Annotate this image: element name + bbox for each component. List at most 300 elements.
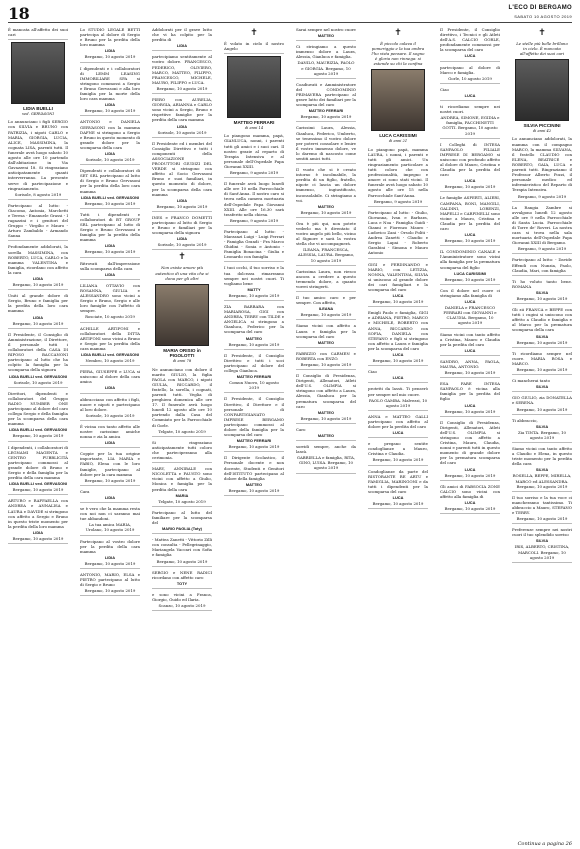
obituary-notice	[152, 509, 212, 534]
obituary-notice	[152, 140, 212, 212]
obituary-notice	[152, 26, 212, 51]
obituary-notice	[512, 445, 572, 492]
notice-place-date: Bergamo, 10 agosto 2019	[300, 361, 352, 367]
notice-text: Le famiglie ASPERTI, ALIERI, CAMPANA, BONI, MANGILI, GALDINI, LORENZI, MAPELLI e CARPINELLI sono vicine a Mauro, Cristina e Claudia per la perdita del caro	[440, 195, 500, 231]
notice-text: È volato in cielo il nostro Angelo	[224, 41, 284, 52]
notice-text: Il Consiglio di Presidenza, Dirigenti, Allenatori, Atleti dell'U.S. OLIMPIA si stringono con affetto a Cristina, Mauro, Claudia, nonni e parenti tutti in questo momento di grande dolore per la prematura scomparsa del caro	[440, 419, 500, 466]
notice-text: Partecipano al lutto: - Giulio, Giovanna, Ivan e Barbara, Luca e Noa - Famiglia Guidi - Gianni e Fiorenzo Mauro - Ludovico Zani - Orsolo Politi - Andrea Zanetti - Claudio e Sergio Lapai - Roberto Garabini - Simona e Mauro Antonio	[368, 209, 428, 256]
column-7	[440, 26, 500, 838]
notice-name: LIDIA	[104, 385, 116, 391]
notice-place-date: IRIS, ALBERTO, CRISTINA, MARCOLI. Bergamo, 10 agosto 2019	[514, 544, 570, 560]
notice-text: Caro	[296, 426, 306, 432]
obituary-notice	[8, 444, 68, 496]
notice-place-date: Bergamo, 10 agosto 2019	[444, 370, 496, 376]
notice-place-date: Bergamo, 10 agosto 2019	[372, 501, 424, 507]
cross-icon: ✝	[394, 28, 402, 38]
notice-text: Tutti i dipendenti e collaboratori di BT GROUP SRL partecipano al lutto di Sergio e Bruno Gervasoni e famiglia per la perdita della mamma	[80, 211, 140, 243]
portrait-photo	[227, 56, 281, 118]
obituary-notice	[80, 118, 140, 165]
notice-name: MATTEO	[245, 481, 263, 487]
notice-name: MATTEO FERRARI	[308, 108, 344, 114]
notice-place-date: Bergamo, 10 agosto 2019	[444, 506, 496, 512]
notice-text: ANTONIO e DANIELA GERVASONI con la mamma DAFNE si stringono a Sergio e Bruno in questo momento di grande dolore per la scomparsa della cara	[80, 119, 140, 150]
notice-text: Ti ho voluto tanto bene. ROMANA	[512, 278, 572, 289]
notice-name: LUCA	[392, 375, 404, 381]
obituary-notice	[296, 372, 356, 424]
notice-text: I Colleghi di INTESA SANPAOLO FILIALE IMPRESE DI BERGAMO si uniscono con profondo affetto al dolore di Mauro, Cristina e Claudia per la perdita del caro	[440, 141, 500, 178]
notice-name: LUCA	[392, 293, 404, 299]
notice-place-date: Bergamo, 10 agosto 2019	[84, 560, 136, 566]
notice-name: LUCA	[392, 352, 404, 358]
obituary-notice	[224, 228, 284, 263]
notice-name: MATTEO	[245, 335, 263, 341]
deceased-age: di anni 78	[172, 358, 192, 363]
notice-text: PIERO con AURELIA, GIORGIA, ARIANNA e CARLO sono vicini a Sergio, Bruno e rispettive famiglie per la perdita della cara mamma	[152, 97, 212, 123]
notice-text: Emigli Paolo e famiglia, GIGI e ADRIANA, PIETRO, MARCO e MICHELE, ROBERTO con ANNA, RICCARDO con SOFIA, DANIELA con STEFANO e figli si stringono con affetto a Laura e famiglia per la scomparsa del caro	[368, 310, 428, 351]
obituary-notice	[80, 538, 140, 569]
notice-text: se è vero che la mamma resta con noi non ci saranno mai tue abbandoni.	[80, 506, 140, 522]
notice-text: I dipendenti, i collaboratori di LEGNAMI MAGENTA e CENTRO PUBBLICITÀ partecipano commossi al grande dolore di Bruno e Sergio e della famiglia per la perdita della cara mamma	[8, 444, 68, 481]
notice-text: ANTONIO, MARIO, ELSA e PIETRO partecipano al lutto di Sergio e Bruno	[80, 571, 140, 588]
notice-text: È mancata all'affetto dei suoi cari	[8, 27, 68, 38]
portrait-photo	[371, 69, 425, 131]
obituary-notice	[512, 306, 572, 348]
notice-text: Ci stringiamo a questo immenso dolore a Laura, Alessia, Gianluca e famiglia.	[296, 44, 356, 60]
obituary-notice	[368, 440, 428, 465]
notice-place-date: Bergamo, 10 agosto 2019	[156, 85, 208, 91]
notice-place-date: Bergamo, 10 agosto 2019	[516, 296, 568, 301]
notice-place-date: Telgate, 10 agosto 2019	[158, 428, 206, 434]
notice-place-date: Bergamo, 9 agosto 2019	[517, 193, 567, 199]
notice-text: Il tuo sorriso e la tua voce ci mancheranno tantissimo. Ti abbraccio a Mauro, STEFANO e TERRY.	[512, 494, 572, 515]
portrait-photo	[515, 59, 569, 121]
obituary-notice	[440, 141, 500, 193]
notice-name: SILVIA	[535, 333, 549, 339]
notice-text: Il Consiglio di Presidenza, Dirigenti, Allenatori, Atleti dell'U.S. OLIMPIA si stringono con affetto a Laura, Alessia, Gianluca per la prematura scomparsa del caro	[296, 373, 356, 409]
notice-text: Ritrovati dall'impressione sulla scomparsa della cara	[80, 260, 140, 271]
obituary-notice	[224, 132, 284, 178]
notice-text: Lo annunciano addolorati, la mamma con il compagno MARCO, la mamma SILVANA, il fratello CLAUDIO con ELENA, BEATRICE e ROBERTO, GAIA, LUCA e parenti tutti. Ringraziamo il Professor Alberto Pozzi, il personale medico ed infermieristico del Reparto di Terapia Intensiva.	[512, 136, 572, 193]
notice-place-date: Bergamo, 10 agosto 2019	[372, 299, 424, 305]
column-4	[224, 26, 284, 838]
obituary-notice	[80, 450, 140, 486]
memorial-quote: Non esiste amore più autentico di una vita che si dona per gli altri	[155, 265, 209, 281]
obituary-notice	[8, 118, 68, 199]
cross-icon: ✝	[538, 28, 546, 38]
obituary-notice	[296, 26, 356, 41]
newspaper-name: L'ECO DI BERGAMO	[508, 5, 572, 11]
notice-text: Cara	[80, 488, 90, 494]
notice-text: Addolorati per il grave lutto che vi ha colpito per la perdita di	[152, 27, 212, 43]
notice-place-date: Bergamo, 10 agosto 2019	[228, 292, 280, 298]
notice-text: partecipiamo sentitamente al vostro dolore. FRANCESCO, FEDERICO, OLIVIERO, MARCO, MATTEO, FILIPPO, FRANCESCO, MICHELE, MAURO, FILIPPO e LUCA.	[152, 54, 212, 85]
notice-text: È vicina con tanto affetto alle nostre carissime amiche nonna e zia la amica	[80, 423, 140, 440]
notice-place-date: Bergamo, 9 agosto 2019	[517, 246, 567, 252]
obituary-notice	[296, 166, 356, 218]
obituary-notice	[440, 26, 500, 62]
memorial-quote: Le stelle più belle brillano in cielo. È mancata all'affetto dei suoi cari	[516, 41, 568, 57]
obituary-notice	[512, 526, 572, 563]
continuation-note: Continua a pagina 26	[517, 841, 572, 847]
notice-place-date: Bergamo, 10 agosto 2019	[300, 312, 352, 318]
notice-text: Ti abbraccio,	[512, 417, 538, 423]
obituary-notice	[440, 483, 500, 514]
notice-text: e pregano sentite condoglianze a Mauro, Cristina e Claudia.	[368, 441, 428, 457]
obituary-notice	[296, 220, 356, 266]
obituary-notice	[80, 325, 140, 367]
cross-icon: ✝	[178, 252, 186, 263]
obituary-notice	[224, 40, 284, 54]
obituary-notice	[368, 368, 428, 383]
notice-name: LUCA	[464, 53, 476, 59]
notice-place-date: Bergamo, 10 agosto 2019	[228, 444, 280, 450]
column-2	[80, 26, 140, 838]
obituary-notice	[8, 26, 68, 40]
notice-name: LUCA	[392, 430, 404, 436]
notice-name: MATTY	[247, 286, 261, 292]
notice-text: e sono vicini a Franca, Giorgio, Guido ed Ilaria.	[152, 591, 212, 602]
notice-text: Partecipano al lutto: - Marzanzi Luigi - Luigi Ferrari - Famiglia Grandi - Fra Marco Ghidini - Sonia e Antonio - Famiglia Bonacina - Giulia e Leonardo con famiglia	[224, 228, 284, 260]
notice-place-date: Bergamo, 10 agosto 2019	[84, 54, 136, 60]
obituary-notice	[80, 505, 140, 535]
notice-name: LIDIA	[104, 102, 116, 108]
obituary-notice	[80, 260, 140, 280]
notice-place-date: PAOLO GAMBA. Malvezzi, 10 agosto 2019	[368, 397, 428, 408]
notice-place-date: Bergamo, 10 agosto 2019	[516, 516, 568, 522]
notice-text: Dipendenti e collaboratori di SET SRL partecipano al lutto di Sergio e Bruno Gervasoni per la perdita della loro cara mamma	[80, 168, 140, 194]
notice-place-date: Nembro, 10 agosto 2019	[85, 358, 135, 364]
deceased-name: LIDIA BUELLI	[23, 106, 53, 112]
notice-place-date: Bergamo, 10 agosto 2019	[156, 558, 208, 564]
deceased-name: LUCA CARISSIMI	[379, 133, 417, 139]
notice-name: LUCA	[464, 299, 476, 305]
notice-place-date: Bergamo, 10 agosto 2019	[12, 536, 64, 542]
notice-text: Preferenze sempre nei nostri cuori il tuo splendido sorriso	[512, 527, 572, 538]
notice-text: Coadiuvati e Amministratore del CONDOMINIO PRIMAVERA partecipano al grave lutto dei familiari per la scomparsa del caro	[296, 81, 356, 108]
notice-place-date: Gorle, 10 agosto 2019	[448, 75, 492, 81]
portrait-photo	[155, 284, 209, 346]
notice-text: Siamo vicini con affetto a Laura e famiglia per la scomparsa del caro	[296, 323, 356, 339]
notice-text: Carissima Laura, non riesco ancora a credere a questo tremendo dolore, a quanto vorrei stringerti.	[296, 268, 356, 289]
cross-icon: ✝	[250, 28, 258, 38]
deceased-age: di anni 21	[388, 139, 408, 144]
notice-text: Lo annunciano i figli SERGIO con SILVIA e BRUNO con PATRIZIA, i nipoti CARLO e MARIA, GIORGIA, LUCIA, ALICE, MASSIMINA, la cognata LISA, parenti tutti. Il funerale avrà luogo sabato 10 agosto alle ore 10 partendo dall'abitazione in Via Gavazzeni 18. Si ringraziano anticipatamente quanti interverranno. La presente serve di partecipazione e ringraziamento.	[8, 119, 68, 191]
obituary-notice	[8, 390, 68, 442]
memorial-quote: È piccolo calava il pomeriggio e la tua ombra l'ho vista pensare. Il sogno è gloria non rinnega: si estende su chi la confina	[371, 41, 425, 67]
notice-text: ANNA e MATTEO GALLI partecipano con affetto al dolore per la perdita del caro	[368, 413, 428, 429]
notice-name: LIDIA	[104, 243, 116, 249]
notice-text: Coppie per la tua origine importante, LIA MARIA e FABIO, Elena con le loro famiglie, partecipano al dolore per la cara mamma	[80, 451, 140, 477]
obituary-notice	[296, 124, 356, 164]
obituary-notice	[224, 303, 284, 350]
obituary-notice	[368, 209, 428, 259]
notice-text: Il Presidente, il Consiglio di Amministrazione, il Direttore, il personale tutti i collaboratori della CASA DI RIPOSO BACCANONI partecipano al lutto che ha colpito la famiglia per la scomparsa della signora	[8, 331, 68, 373]
notice-text: ZIA BARBARA con MARIAROSA, GIGI con ANDREA, TERRY con TILDE e ANGELICA si stringono a Gianluca, Federico per la scomparsa del caro	[224, 304, 284, 335]
notice-text: FABRIZIO con CARMEN e ROBERTA con ENZO.	[296, 350, 356, 361]
notice-text: Il Presidente ed i membri del Consiglio Direttivo e tutti i componenti della ASSOCIAZIONE PRODUTTORI GIUDIZI DEL VERDE si stringono con affetto al Socio Gervasoni Bruno e suoi familiari, in questo momento di dolore, per la scomparsa della cara mamma	[152, 140, 212, 197]
obituary-notice	[152, 465, 212, 507]
notice-place-date: Bergamo, 10 agosto 2019	[372, 358, 424, 364]
obituary-notice	[368, 261, 428, 308]
notice-text: La Rangia Zambre si avvalgono lunedì 12 agosto alle ore 9 nella Parrocchiale di Santa Lucia. Parrocchiale di Torre de' Roveri. La nostra cara si trova nella sala mortuaria dell'Ospedale Papa Giovanni XXIII di Bergamo.	[512, 204, 572, 246]
obituary-notice	[440, 358, 500, 378]
notice-text: Direttori, dipendenti e collaboratori del Gruppo RADIO NUMBER ONE partecipano al dolore del caro collega Sergio e della famiglia per la scomparsa della cara mamma	[8, 390, 68, 427]
notice-text: I tuoi occhi, il tuo sorriso e la tua dolcezza rimarranno sempre nei nostri cuori. Ti vogliamo bene	[224, 265, 284, 286]
notice-text: Ne annunciano con dolore il marito GIULIO, la figlia PAOLA con MARCO, i nipoti GIULIA, RICCARDO, il fratello, la sorella, i cognati, parenti tutti. Veglia di preghiera domenica alle ore 17. Il funerale avrà luogo lunedì 12 agosto alle ore 10 partendo dalla Casa del Commiato per la Parrocchiale di Gorle.	[152, 366, 212, 428]
notice-place-date: Bergamo, 10 agosto 2019	[12, 433, 64, 439]
notice-place-date: Bergamo, 10 agosto 2019	[12, 320, 64, 326]
obituary-notice	[296, 443, 356, 473]
notice-text: IL CONDOMINIO CANALE e l'Amministratore sono vicini alla famiglia per la prematura scomparsa del figlio	[440, 249, 500, 270]
obituary-notice	[296, 81, 356, 123]
obituary-notice	[80, 396, 140, 421]
notice-name: MARIO PAGLIA (Toty)	[162, 526, 202, 532]
notice-place-date: Bergamo, 10 agosto 2019	[84, 588, 136, 594]
notice-text: GIGI e FERDINANDO e MARIO, con LETIZIA, NONNA, VALENTINA, SILVIA si uniscono al grande dolore dei cari famigliari e la scomparsa del caro	[368, 261, 428, 292]
notice-place-date: DANILO, MAURIZIA, PAOLO e GIORGIA. Bergamo, 10 agosto 2019	[297, 60, 355, 76]
notice-text: Il funerale avrà luogo lunedì alle ore 10 nella Parrocchiale di Sant'Anna. Il nostro caro si trova nella camera mortuaria dell'Ospedale Papa Giovanni XXIII. Alle ore 16.30 sarà trasferito nella chiesa.	[224, 181, 284, 217]
notice-place-date: Bergamo, 10 agosto 2019	[84, 200, 136, 206]
portrait-photo	[11, 42, 65, 104]
notice-name: MATTEO	[317, 203, 335, 209]
notice-name: LIDIA	[176, 197, 188, 203]
notice-text: Ci mancherai tanto	[512, 378, 550, 384]
notice-text: Uniti al grande dolore di Sergio, Bruno e famiglia per la perdita della loro cara mamma	[8, 293, 68, 314]
obituary-notice	[152, 53, 212, 94]
notice-name: LUCA	[464, 178, 476, 184]
notice-text: Ora è più qui, non potete vederlo ma è diventato il vostro angelo più bello, vicino al Signore e sarà la vostra stella che vi accompagnerà.	[296, 220, 356, 247]
deceased-age: ved. GERVASONI	[22, 111, 54, 116]
notice-place-date: Telgate, 10 agosto 2019	[158, 498, 206, 504]
notice-name: LIDIA	[176, 123, 188, 129]
deceased-age: di anni 14	[244, 125, 264, 130]
notice-text: ACHILLE ARTIFONI e collaboratori della DITTA ARTIFONI sono vicini a Bruno e Sergio per la perdita della cara mamma	[80, 325, 140, 351]
obituary-notice	[368, 413, 428, 438]
notice-place-date: Bergamo, 10 agosto 2019	[84, 477, 136, 483]
column-5	[296, 26, 356, 838]
notice-text: Lo piangono mamma, papà, GIANLUCA, nonni, i parenti tutti gli amici e i suoi cari. Il nostro grazie al reparto di Terapia Intensiva e al personale dell'Ospedale Papa Giovanni XXIII.	[224, 133, 284, 169]
obituary-notice	[440, 64, 500, 84]
obituary-notice	[224, 352, 284, 394]
obituary-notice	[368, 146, 428, 207]
notice-place-date: Bergamo, 10 agosto 2019	[444, 472, 496, 478]
notice-name: LIDIA	[104, 440, 116, 446]
notice-place-date: Bergamo, 10 agosto 2019	[516, 339, 568, 345]
obituary-notice	[440, 86, 500, 101]
notice-name: SILVIA	[535, 384, 549, 390]
obituary-notice	[440, 287, 500, 329]
column-3	[152, 26, 212, 838]
obituary-notice	[80, 65, 140, 117]
obituary-notice	[296, 294, 356, 320]
obituary-notice	[368, 385, 428, 410]
notice-text: ESA FARE INTESA SANPAOLO è vicina alla famiglia per la perdita del figlio	[440, 381, 500, 402]
notice-text: INES e FRANCO DOMETTI partecipano al lutto di Sergio e Bruno e familiari per la scomparsa della signora	[152, 214, 212, 236]
deceased-age: di anni 42	[532, 128, 552, 133]
notice-place-date: Comun Nuovo, 10 agosto 2019	[229, 380, 279, 391]
obituary-notice	[224, 395, 284, 452]
notice-text: Ti ricordiamo sempre nel cuore. MARIA ROSA e MARCO.	[512, 350, 572, 366]
obituary-notice	[512, 377, 572, 392]
notice-text: ARTURO e RAFFAELLA con ANDREA e ANNALISA e LAURA e DAVIDE si stringono con affetto a Sergio e Bruno in questo triste momento per la perdita della loro mamma	[8, 498, 68, 529]
obituary-notice	[152, 96, 212, 138]
notice-place-date: Bergamo, 10 agosto 2019	[228, 341, 280, 347]
obituary-notice	[512, 204, 572, 255]
notice-place-date: Sorisole, 10 agosto 2019	[13, 379, 63, 385]
notice-text: Partecipano al vostro dolore per la perdita della cara mamma	[80, 538, 140, 554]
obituary-notice	[296, 268, 356, 292]
obituary-notice	[512, 256, 572, 275]
notice-name: LIDIA	[176, 236, 188, 242]
notice-text: protetti da lassù. Ti penserò per sempre nel mio cuore.	[368, 386, 428, 397]
obituary-notice	[80, 368, 140, 393]
notice-text: Il Dirigente Scolastico, il Personale docente e non docente, Studenti e Genitori dell'ISTITUTO partecipano al dolore della famiglia	[224, 455, 284, 481]
notice-name: LUCA	[392, 495, 404, 500]
obituary-notice	[296, 322, 356, 347]
notice-text: partecipano al dolore di Marco e famiglia.	[440, 64, 500, 75]
notice-name: LUCA	[464, 92, 476, 98]
obituary-notice	[296, 350, 356, 370]
notice-name: LIDIA	[104, 554, 116, 560]
obituary-notice	[8, 292, 68, 329]
notice-name: SILVIA	[535, 467, 549, 473]
obituary-notice	[152, 214, 212, 251]
notice-place-date: Bergamo, 9 agosto 2019	[229, 217, 279, 223]
notice-place-date: Bergamo, 10 agosto 2019	[84, 249, 136, 255]
notice-text: SANDRO, ANNA, PAOLA, MAURA, ANTONIO.	[440, 358, 500, 369]
notice-name: MATTEO	[317, 433, 335, 438]
obituary-notice	[512, 278, 572, 304]
notice-text: Gli zii FRANCA e BEPPE con tutti i cugini si uniscono con affetto a Claudio e famiglia e al Marco per la prematura scomparsa della cara	[512, 307, 572, 333]
notice-name: LIDIA	[32, 276, 44, 281]
notice-text: Ciao	[440, 86, 449, 92]
notice-text: Carissimi Laura, Alessia, Gianluca, Federico, Umberto, se tenessimo il vostro dolore per potervi consolare e lenire il vostro immenso dolore, ve lo daremo di nascosto come sentiti amici tutti.	[296, 125, 356, 161]
notice-text: Il tuo amico caro e per sempre. Con affetto,	[296, 295, 356, 306]
obituary-notice	[224, 264, 284, 301]
notice-text: Lo piangono papà, mamma LAURA, i nonni, i parenti e tutti gli amici. Un ringraziamento particolare a tutti coloro che con professionalità, impegno e amore ci sono stati vicini. Il funerale avrà luogo sabato 10 agosto alle ore 15 nella Parrocchiale Sant'Anna.	[368, 146, 428, 198]
obituary-notice	[296, 426, 356, 441]
notice-name: LUCA	[464, 466, 476, 472]
notice-place-date: Bergamo, 10 agosto 2019	[444, 184, 496, 190]
notice-text: Siamo vicini con tanto affetto a Claudio e Elena, in questo triste momento per la perdita della cara	[512, 445, 572, 467]
notice-name: LUCA	[464, 500, 476, 506]
notice-name: LIDIA BUELLI ved. GERVASONI	[8, 427, 68, 433]
notice-name: MATTEO FERRARI	[236, 438, 272, 444]
notice-place-date: Bergamo, 10 agosto 2019	[12, 282, 64, 288]
deceased-name: SILVIA PICCININI	[523, 123, 561, 129]
obituary-notice	[80, 423, 140, 448]
obituary-notice	[296, 43, 356, 79]
obituary-notice	[80, 282, 140, 323]
notice-name: LIDIA	[32, 314, 44, 320]
obituary-notice	[152, 569, 212, 589]
notice-place-date: ROSELLA, BEPPE, MIRELLA, MARCO ed ALESSANDRA. Bergamo, 10 agosto 2019	[512, 473, 572, 489]
notice-place-date: Sorisole, 10 agosto 2019	[85, 157, 135, 163]
notice-text: Gli amici di FABSOCIA ZONE CALCIO sono vicini con affetto alla famiglia di	[440, 483, 500, 499]
notice-place-date: Bergamo, 10 agosto 2019	[300, 114, 352, 120]
notice-text: Si ringraziano anticipatamente tutti coloro che parteciperanno alla cerimonia.	[152, 439, 212, 461]
obituary-notice	[80, 211, 140, 258]
notice-name: LUCA CARISSIMI	[454, 270, 486, 276]
obituary-notice	[440, 194, 500, 246]
notice-name: LIDIA BUELLI ved. GERVASONI	[8, 481, 68, 487]
obituary-notice	[440, 103, 500, 139]
notice-text: Partecipano al lutto: - Davide Effendi con Nunzia, Paolo, Claudia, Mari, con famiglia	[512, 257, 572, 273]
obituary-notice	[368, 309, 428, 366]
obituary-notice	[152, 591, 212, 611]
notice-place-date: Bergamo, 10 agosto 2019	[12, 487, 64, 493]
notice-name: LIDIA	[104, 271, 116, 277]
notice-place-date: Rosciate, 10 agosto 2019	[85, 314, 135, 320]
obituary-notice	[80, 167, 140, 209]
obituary-notice	[512, 350, 572, 375]
notice-name: LIDIA BUELLI ved. GERVASONI	[80, 351, 140, 357]
notice-text: Condoglianze da parte del RISTORANTE RE ARTU e FAMIGLIA, MARINGONI e da tutti i dipendenti per la scomparsa del caro	[368, 468, 428, 494]
obituary-notice	[512, 417, 572, 443]
notice-place-date: Bergamo, 10 agosto 2019	[300, 209, 352, 215]
notice-text: PIERA, GIUSEPPE e LUCA si uniscono al dolore della cara amica	[80, 369, 140, 385]
obituary-notice	[440, 419, 500, 481]
page-number: 18	[8, 4, 30, 23]
notice-name: LIDIA	[32, 529, 44, 535]
notice-name: LIDIA BUELLI ved. GERVASONI	[80, 194, 140, 200]
notice-name: LIDIA BUELLI ved. GERVASONI	[8, 373, 68, 379]
notice-place-date: DANIELA e FRANCESCO FERRARI con GIOVANNI e CLAUDIA. Bergamo, 10 agosto 2019	[443, 305, 497, 326]
notice-name: MATTEO	[317, 409, 335, 415]
notice-name: LUCA	[464, 402, 476, 408]
notice-text: Partecipano al lutto: - Giacomo, Antonia, Marchetti e Teresa - Emanuele Grassi - I ragazzini e i genitori del Gruppo - Virgilio e Mauro - Arturo Zambaldo - Armando Sanna	[8, 202, 68, 239]
obituary-notice	[152, 366, 212, 437]
notice-place-date: Bergamo, 10 agosto 2019	[516, 406, 568, 412]
notice-place-date: Bergamo, 9 agosto 2019	[229, 170, 279, 176]
notice-name: LUCA	[464, 347, 476, 353]
notice-place-date: Bergamo, 10 agosto 2019	[444, 276, 496, 282]
notice-name: MATTEO FERRARI	[236, 374, 272, 380]
obituary-notice	[8, 497, 68, 544]
notice-text: MARY, ANNIBALE con NICOLETTA e FAUSTO sono vicini con affetto a Giulio, Monica e famiglia per la perdita della cara	[152, 466, 212, 492]
notice-place-date: Bergamo, 10 agosto 2019	[444, 408, 496, 414]
notice-place-date: Sorisole, 10 agosto 2019	[85, 412, 135, 418]
notice-name: LIDIA	[104, 150, 116, 156]
notice-name: TOTY	[176, 580, 188, 586]
issue-date: SABATO 10 AGOSTO 2019	[514, 14, 572, 19]
obituary-notice	[440, 380, 500, 417]
notice-name: LIDIA	[104, 494, 116, 500]
notice-text: - Mattea Zanetti - Vittorio Zilli con consulta - Pellegrinaggio, Mariangela Vaccari con Sofia e famiglia	[152, 537, 212, 558]
notice-place-date: Bergamo, 10 agosto 2019	[444, 238, 496, 244]
obituary-notice	[224, 454, 284, 496]
obituary-notice	[80, 488, 140, 503]
notice-place-date: Sorisole, 10 agosto 2019	[157, 242, 207, 248]
notice-text: SERGIO e NENE RADICI ricordano con affetto caro	[152, 569, 212, 580]
notice-place-date: Bergamo, 10 agosto 2019	[156, 203, 208, 209]
notice-name: MARIA	[175, 492, 189, 498]
notice-name: MATTEO	[317, 339, 335, 345]
notice-name: LUCA	[464, 232, 476, 238]
column-6	[368, 26, 428, 838]
notice-text: GIO GIULIO, zia DONATELLA e SERENA.	[512, 395, 572, 406]
notice-text: Il Presidente, il Consiglio Direttivo e tutti i soci partecipano al dolore del collega Gianluca.	[224, 352, 284, 374]
notice-text: sorridi sempre, anche da lassù.	[296, 444, 356, 455]
notice-text: Lo STUDIO LEGALE BETTI partecipa al dolore di Sergio e Bruno per la perdita della loro mamma	[80, 27, 140, 48]
header-rule	[8, 22, 572, 23]
obituary-notice	[512, 135, 572, 201]
obituary-notice	[80, 26, 140, 63]
column-8	[512, 26, 572, 838]
notice-text: ti ricordiamo sempre nei nostri cuori.	[440, 104, 500, 115]
obituary-notice	[80, 571, 140, 596]
notice-text: Ciao	[368, 369, 377, 375]
